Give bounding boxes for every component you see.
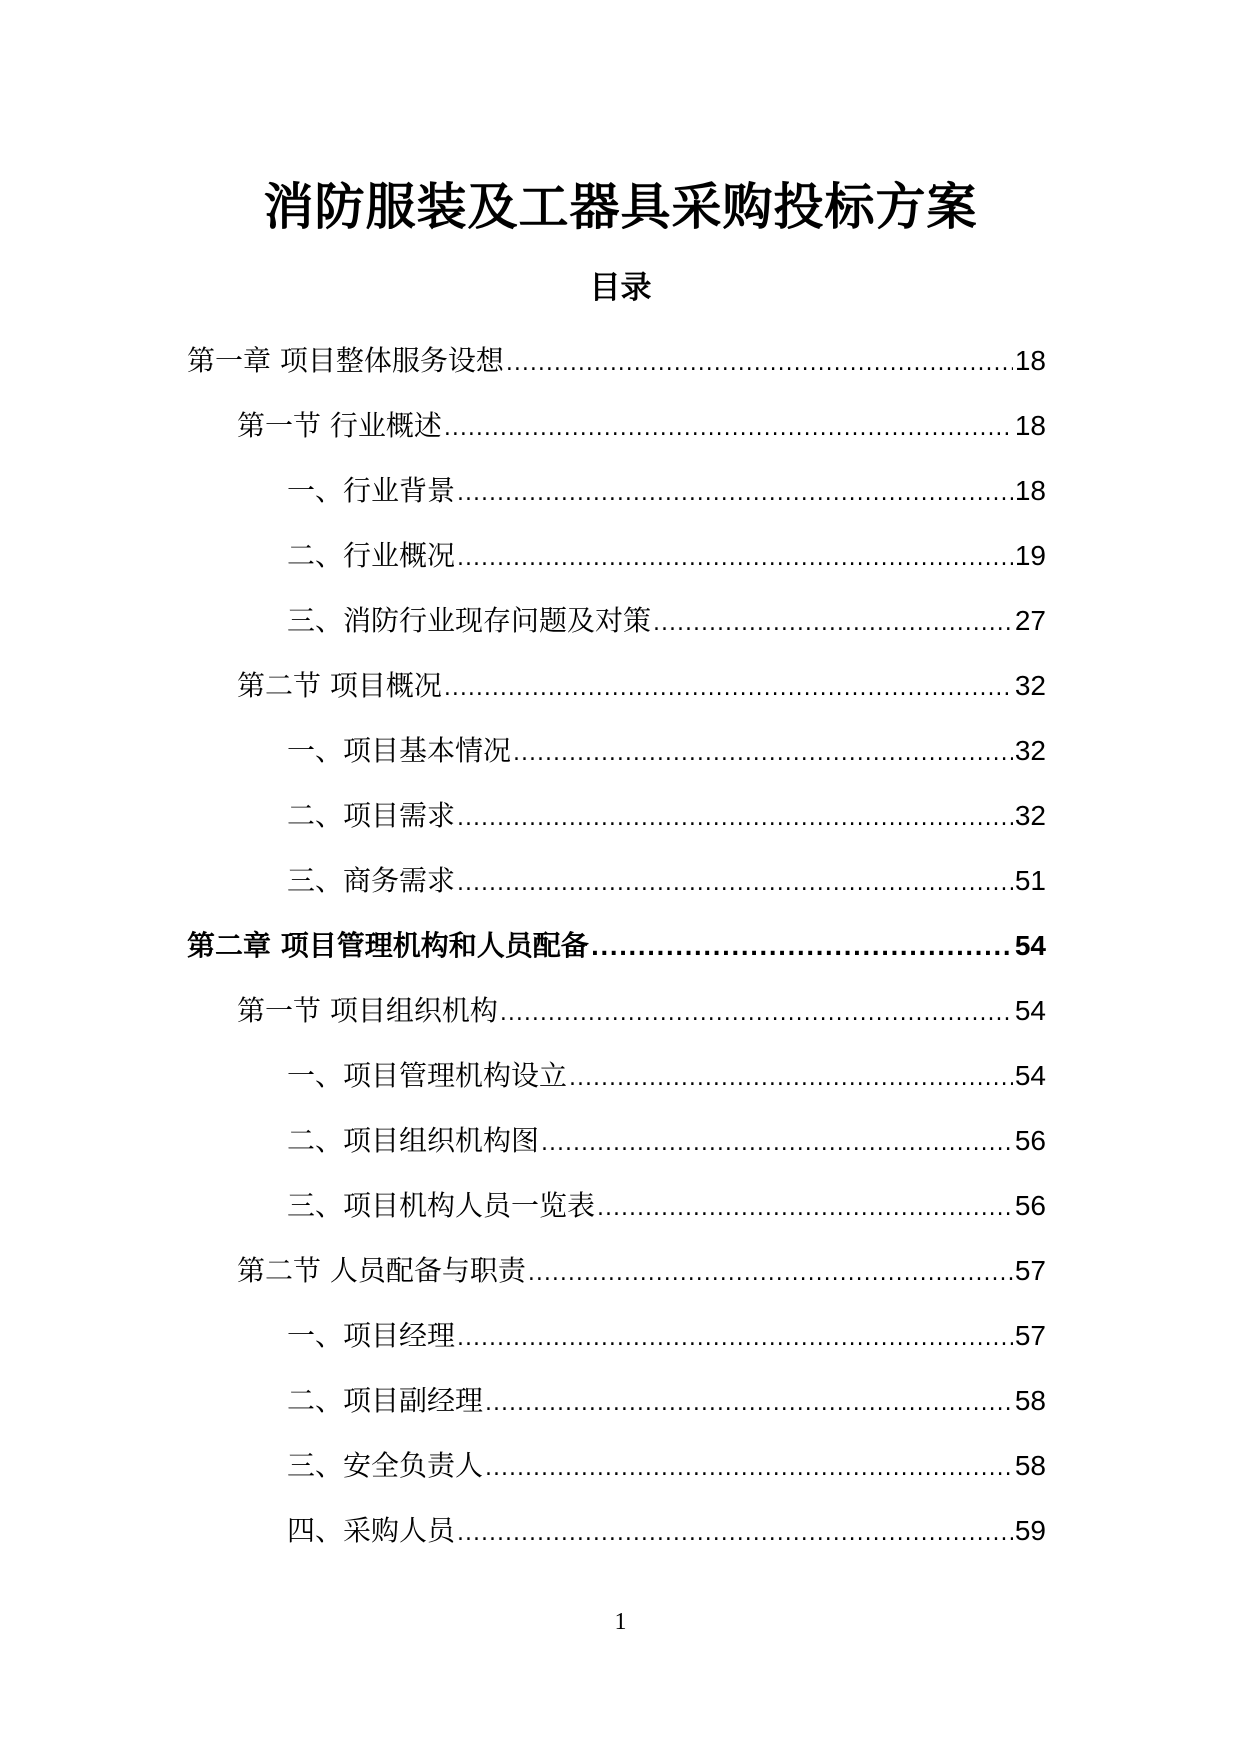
toc-entry[interactable]	[0, 588, 1241, 653]
toc-entry[interactable]	[0, 848, 1241, 913]
toc-entry-label: 二、行业概况	[287, 538, 456, 572]
toc-dot-leader	[485, 1446, 1013, 1486]
toc-entry[interactable]	[0, 1433, 1241, 1498]
toc-entry-page: 32	[1014, 669, 1046, 701]
toc-entry[interactable]	[0, 978, 1241, 1043]
toc-entry-page: 58	[1014, 1449, 1046, 1481]
toc-entry-label: 一、行业背景	[287, 473, 456, 507]
toc-entry-page: 54	[1014, 929, 1046, 961]
page-number: 1	[614, 1609, 627, 1635]
toc-entry[interactable]	[0, 328, 1241, 393]
toc-entry-label: 第二节 项目概况	[237, 668, 442, 702]
toc-entry-label: 四、采购人员	[287, 1513, 456, 1547]
table-of-contents	[0, 328, 1241, 1563]
toc-entry-page: 32	[1014, 799, 1046, 831]
toc-dot-leader	[457, 796, 1013, 836]
toc-entry-label: 三、安全负责人	[287, 1448, 484, 1482]
toc-entry-page: 58	[1014, 1384, 1046, 1416]
toc-dot-leader	[500, 991, 1013, 1031]
toc-dot-leader	[444, 406, 1013, 446]
toc-entry[interactable]	[0, 1238, 1241, 1303]
toc-dot-leader	[485, 1381, 1013, 1421]
toc-entry[interactable]	[0, 523, 1241, 588]
toc-entry[interactable]	[0, 1173, 1241, 1238]
toc-entry-page: 32	[1014, 734, 1046, 766]
toc-dot-leader	[597, 1186, 1013, 1226]
toc-dot-leader	[444, 666, 1013, 706]
toc-entry-page: 59	[1014, 1514, 1046, 1546]
toc-entry-label: 第一章 项目整体服务设想	[187, 343, 504, 377]
toc-entry[interactable]	[0, 913, 1241, 978]
toc-entry-label: 二、项目副经理	[287, 1383, 484, 1417]
toc-dot-leader	[457, 1316, 1013, 1356]
toc-entry-label: 第二节 人员配备与职责	[237, 1253, 526, 1287]
toc-entry-label: 三、消防行业现存问题及对策	[287, 603, 652, 637]
toc-dot-leader	[457, 1511, 1013, 1551]
toc-entry-page: 57	[1014, 1319, 1046, 1351]
toc-entry-label: 第一节 行业概述	[237, 408, 442, 442]
toc-heading: 目录	[589, 270, 652, 306]
toc-dot-leader	[513, 731, 1013, 771]
toc-entry-page: 51	[1014, 864, 1046, 896]
toc-dot-leader	[591, 926, 1013, 966]
toc-dot-leader	[457, 536, 1013, 576]
toc-entry[interactable]	[0, 393, 1241, 458]
toc-entry-page: 54	[1014, 1059, 1046, 1091]
toc-entry-label: 一、项目管理机构设立	[287, 1058, 568, 1092]
toc-entry-label: 第一节 项目组织机构	[237, 993, 498, 1027]
toc-entry[interactable]	[0, 1368, 1241, 1433]
toc-entry-label: 一、项目基本情况	[287, 733, 512, 767]
toc-dot-leader	[457, 861, 1013, 901]
toc-entry-label: 三、商务需求	[287, 863, 456, 897]
toc-entry[interactable]	[0, 718, 1241, 783]
toc-entry-page: 56	[1014, 1189, 1046, 1221]
toc-entry-page: 27	[1014, 604, 1046, 636]
toc-entry[interactable]	[0, 653, 1241, 718]
toc-entry[interactable]	[0, 458, 1241, 523]
toc-entry-label: 三、项目机构人员一览表	[287, 1188, 596, 1222]
toc-entry-page: 18	[1014, 474, 1046, 506]
toc-dot-leader	[528, 1251, 1013, 1291]
toc-entry-page: 56	[1014, 1124, 1046, 1156]
toc-dot-leader	[569, 1056, 1013, 1096]
toc-dot-leader	[653, 601, 1013, 641]
toc-entry[interactable]	[0, 783, 1241, 848]
toc-entry[interactable]	[0, 1108, 1241, 1173]
toc-dot-leader	[506, 341, 1013, 381]
toc-entry-page: 18	[1014, 344, 1046, 376]
toc-entry-label: 一、项目经理	[287, 1318, 456, 1352]
toc-entry[interactable]	[0, 1498, 1241, 1563]
toc-entry-page: 54	[1014, 994, 1046, 1026]
toc-entry-label: 二、项目组织机构图	[287, 1123, 540, 1157]
toc-entry-label: 第二章 项目管理机构和人员配备	[187, 928, 589, 962]
toc-entry[interactable]	[0, 1303, 1241, 1368]
toc-entry-page: 18	[1014, 409, 1046, 441]
toc-entry-label: 二、项目需求	[287, 798, 456, 832]
toc-dot-leader	[541, 1121, 1013, 1161]
toc-entry-page: 19	[1014, 539, 1046, 571]
toc-entry-page: 57	[1014, 1254, 1046, 1286]
toc-dot-leader	[457, 471, 1013, 511]
toc-entry[interactable]	[0, 1043, 1241, 1108]
document-title: 消防服装及工器具采购投标方案	[263, 178, 978, 236]
